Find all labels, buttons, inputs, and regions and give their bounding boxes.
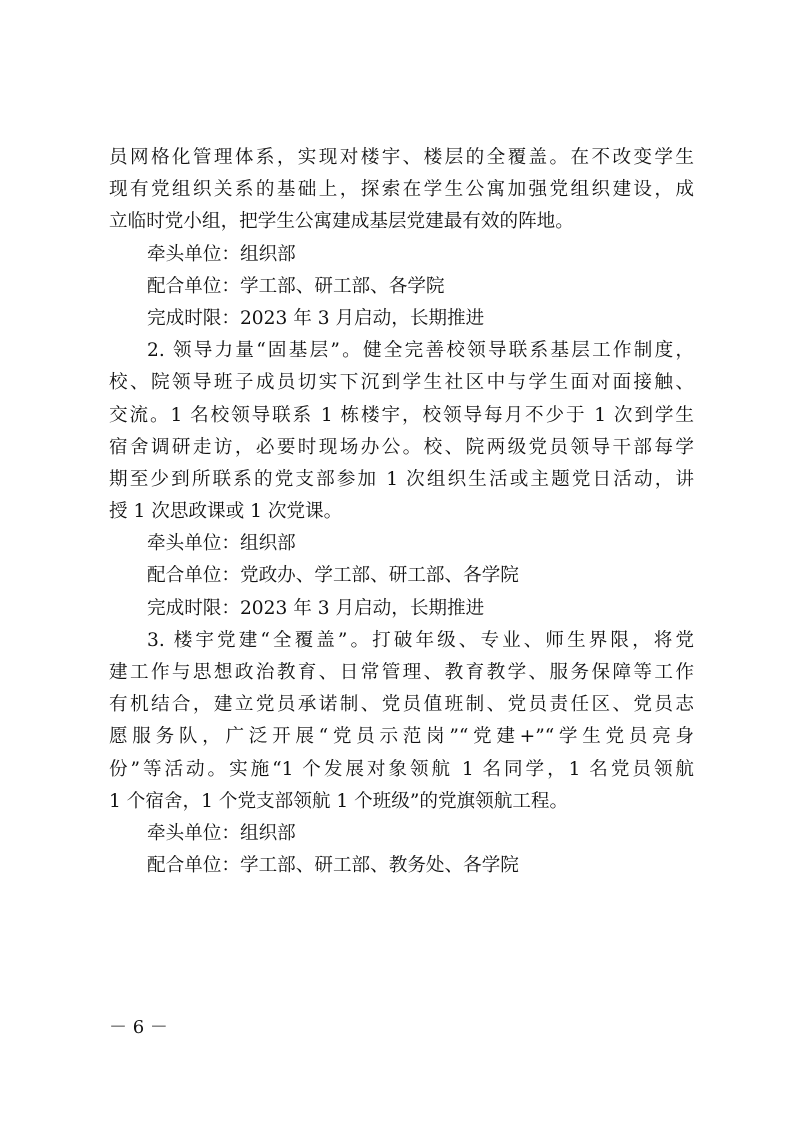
page-number: － 6 － <box>109 1017 168 1038</box>
text-line-8: 校、院领导班子成员切实下沉到学生社区中与学生面对面接触、 <box>109 372 694 394</box>
deadline-2: 完成时限：2023 年 3 月启动，长期推进 <box>147 597 485 619</box>
lead-unit-3: 牵头单位：组织部 <box>147 822 296 844</box>
text-line-3: 立临时党小组，把学生公寓建成基层党建最有效的阵地。 <box>109 211 574 233</box>
deadline-1: 完成时限：2023 年 3 月启动，长期推进 <box>147 307 485 329</box>
coop-unit-2: 配合单位：党政办、学工部、研工部、各学院 <box>147 565 519 587</box>
text-line-17: 建工作与思想政治教育、日常管理、教育教学、服务保障等工作 <box>109 662 694 683</box>
text-line-18: 有机结合，建立党员承诺制、党员值班制、党员责任区、党员志 <box>109 694 694 716</box>
text-line-11: 期至少到所联系的党支部参加 1 次组织生活或主题党日活动，讲 <box>109 468 694 490</box>
text-line-10: 宿舍调研走访，必要时现场办公。校、院两级党员领导干部每学 <box>109 436 694 458</box>
text-line-12: 授 1 次思政课或 1 次党课。 <box>109 501 343 523</box>
text-line-9: 交流。1 名校领导联系 1 栋楼宇，校领导每月不少于 1 次到学生 <box>109 404 694 426</box>
text-line-21: 1 个宿舍，1 个党支部领航 1 个班级”的党旗领航工程。 <box>109 790 569 812</box>
text-line-20: 份”等活动。实施“1 个发展对象领航 1 名同学，1 名党员领航 <box>109 758 694 780</box>
coop-unit-3: 配合单位：学工部、研工部、教务处、各学院 <box>147 855 519 877</box>
lead-unit-1: 牵头单位：组织部 <box>147 243 296 265</box>
document-body <box>109 142 694 882</box>
text-line-2: 现有党组织关系的基础上，探索在学生公寓加强党组织建设，成 <box>109 179 694 201</box>
text-line-19: 愿服务队，广泛开展“党员示范岗”“党建+”“学生党员亮身 <box>109 726 694 748</box>
section-heading-2: 2. 领导力量“固基层”。健全完善校领导联系基层工作制度， <box>147 340 694 362</box>
text-line-1: 员网格化管理体系，实现对楼宇、楼层的全覆盖。在不改变学生 <box>109 147 694 168</box>
section-heading-3: 3. 楼宇党建“全覆盖”。打破年级、专业、师生界限，将党 <box>147 629 694 651</box>
coop-unit-1: 配合单位：学工部、研工部、各学院 <box>147 275 445 297</box>
lead-unit-2: 牵头单位：组织部 <box>147 533 296 555</box>
